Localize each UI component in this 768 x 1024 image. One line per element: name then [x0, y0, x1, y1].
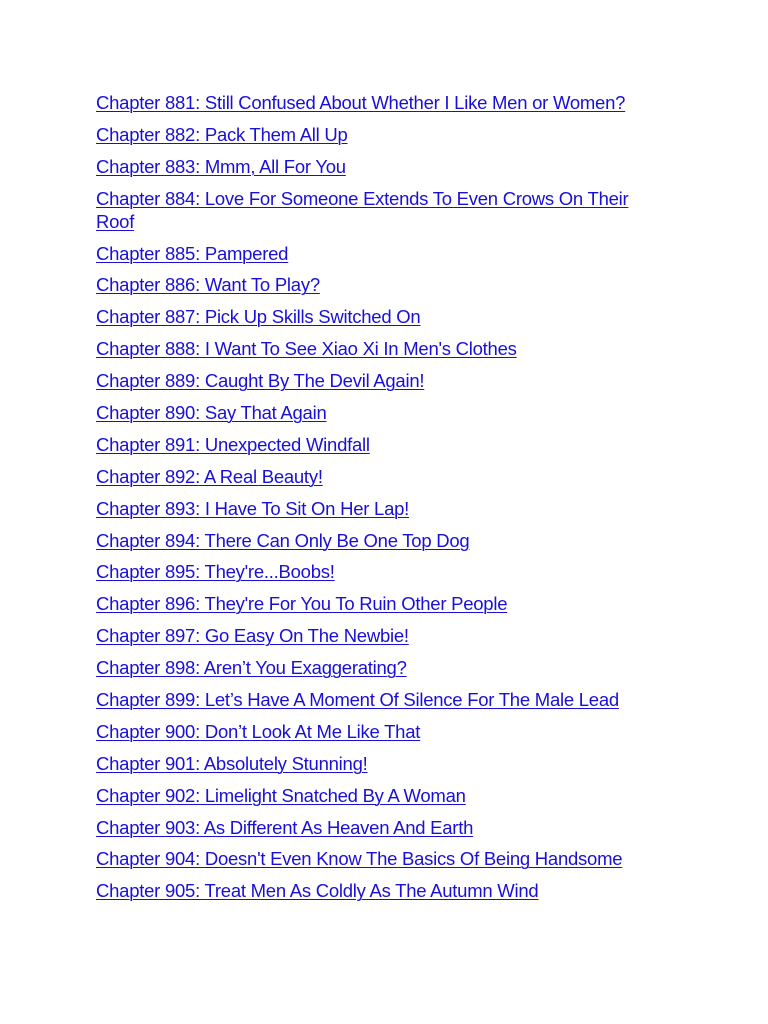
chapter-link-896[interactable]: Chapter 896: They're For You To Ruin Other People	[96, 593, 508, 615]
list-item	[96, 592, 668, 615]
list-item	[96, 497, 668, 520]
list-item	[96, 624, 668, 647]
chapter-link-892[interactable]: Chapter 892: A Real Beauty!	[96, 465, 323, 487]
chapter-link-904[interactable]: Chapter 904: Doesn't Even Know The Basics Of Being Handsome	[96, 848, 623, 870]
chapter-link-903[interactable]: Chapter 903: As Different As Heaven And Earth	[96, 816, 474, 838]
list-item	[96, 465, 668, 488]
list-item	[96, 155, 668, 178]
chapter-link-893[interactable]: Chapter 893: I Have To Sit On Her Lap!	[96, 497, 410, 519]
chapter-link-900[interactable]: Chapter 900: Don’t Look At Me Like That	[96, 720, 421, 742]
list-item	[96, 305, 668, 328]
chapter-link-898[interactable]: Chapter 898: Aren’t You Exaggerating?	[96, 657, 407, 679]
chapter-link-901[interactable]: Chapter 901: Absolutely Stunning!	[96, 752, 368, 774]
chapter-link-905[interactable]: Chapter 905: Treat Men As Coldly As The Autumn Wind	[96, 880, 539, 902]
chapter-link-887[interactable]: Chapter 887: Pick Up Skills Switched On	[96, 306, 421, 328]
chapter-link-882[interactable]: Chapter 882: Pack Them All Up	[96, 123, 348, 145]
chapter-link-899[interactable]: Chapter 899: Let’s Have A Moment Of Silence For The Male Lead	[96, 689, 619, 711]
list-item	[96, 433, 668, 456]
chapter-list	[96, 91, 668, 911]
list-item	[96, 187, 668, 233]
list-item	[96, 688, 668, 711]
list-item	[96, 720, 668, 743]
list-item	[96, 529, 668, 552]
list-item	[96, 847, 668, 870]
list-item	[96, 337, 668, 360]
list-item	[96, 656, 668, 679]
chapter-link-889[interactable]: Chapter 889: Caught By The Devil Again!	[96, 370, 425, 392]
chapter-link-883[interactable]: Chapter 883: Mmm, All For You	[96, 155, 346, 177]
list-item	[96, 784, 668, 807]
list-item	[96, 879, 668, 902]
list-item	[96, 816, 668, 839]
list-item	[96, 752, 668, 775]
chapter-link-881[interactable]: Chapter 881: Still Confused About Whether I Like Men or Women?	[96, 92, 626, 113]
list-item	[96, 560, 668, 583]
chapter-link-897[interactable]: Chapter 897: Go Easy On The Newbie!	[96, 625, 409, 647]
list-item	[96, 401, 668, 424]
list-item	[96, 91, 668, 114]
chapter-link-885[interactable]: Chapter 885: Pampered	[96, 242, 289, 264]
chapter-link-888[interactable]: Chapter 888: I Want To See Xiao Xi In Men's Clothes	[96, 338, 517, 360]
list-item	[96, 369, 668, 392]
chapter-link-894[interactable]: Chapter 894: There Can Only Be One Top Dog	[96, 529, 470, 551]
chapter-link-895[interactable]: Chapter 895: They're...Boobs!	[96, 561, 335, 583]
chapter-link-890[interactable]: Chapter 890: Say That Again	[96, 402, 327, 424]
chapter-link-884[interactable]: Chapter 884: Love For Someone Extends To Even Crows On Their Roof	[96, 187, 629, 232]
chapter-link-886[interactable]: Chapter 886: Want To Play?	[96, 274, 320, 296]
chapter-link-902[interactable]: Chapter 902: Limelight Snatched By A Woman	[96, 784, 466, 806]
list-item	[96, 242, 668, 265]
list-item	[96, 273, 668, 296]
list-item	[96, 123, 668, 146]
chapter-link-891[interactable]: Chapter 891: Unexpected Windfall	[96, 433, 370, 455]
